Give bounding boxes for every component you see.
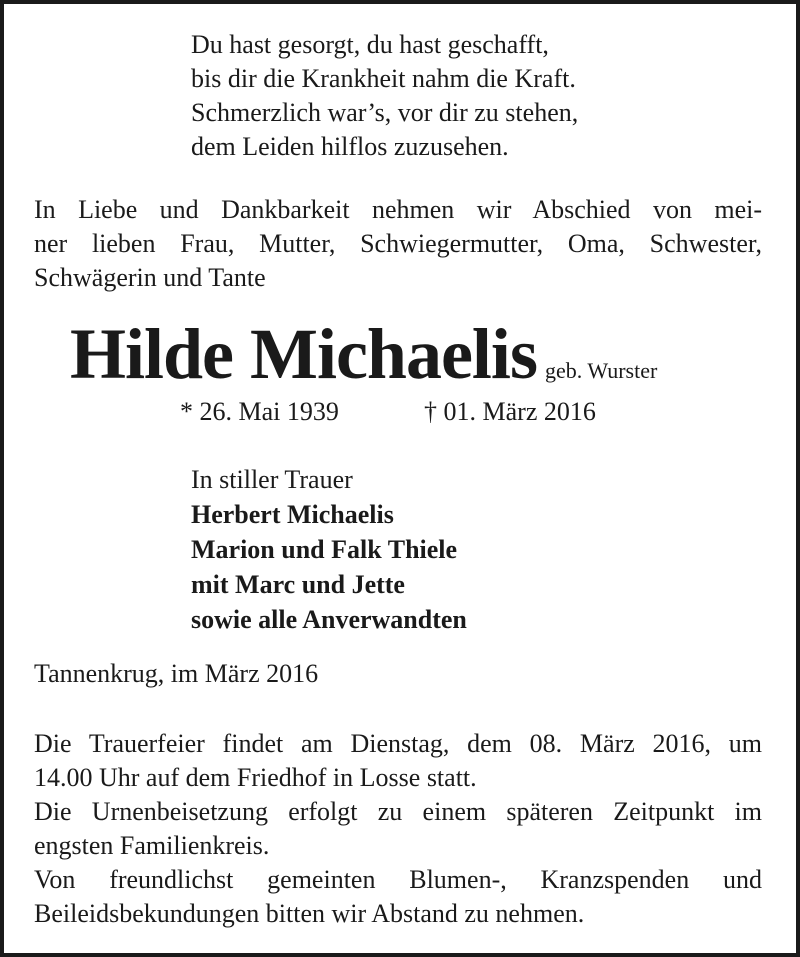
mourner-name: Herbert Michaelis	[191, 500, 394, 529]
poem-line: Du hast gesorgt, du hast geschafft,	[191, 30, 549, 59]
info-line: engsten Familienkreis.	[34, 831, 270, 860]
intro-text	[34, 193, 762, 295]
mourner-name: Marion und Falk Thiele	[191, 535, 458, 564]
info-line: Beileidsbekundungen bitten wir Abstand zu nehmen.	[34, 899, 585, 928]
place-date: Tannenkrug, im März 2016	[34, 659, 319, 688]
death-date: † 01. März 2016	[424, 397, 596, 426]
intro-line: Schwägerin und Tante	[34, 263, 266, 292]
poem	[191, 28, 578, 164]
info-line: Von freundlichst gemeinten Blumen-, Kranzspenden und	[34, 865, 762, 894]
mourner-name: sowie alle Anverwandten	[191, 605, 467, 634]
maiden-name: geb. Wurster	[544, 358, 658, 383]
deceased-name: Hilde Michaelis	[70, 314, 537, 394]
birth-date: * 26. Mai 1939	[180, 397, 339, 426]
intro-line: In Liebe und Dankbarkeit nehmen wir Abschied von mei-	[34, 195, 762, 224]
info-line: 14.00 Uhr auf dem Friedhof in Losse statt.	[34, 763, 477, 792]
funeral-info	[34, 727, 762, 931]
mourners-block	[191, 462, 467, 637]
info-line: Die Trauerfeier findet am Dienstag, dem 08. März 2016, um	[34, 729, 762, 758]
mourners-heading: In stiller Trauer	[191, 465, 353, 494]
info-line: Die Urnenbeisetzung erfolgt zu einem späteren Zeitpunkt im	[34, 797, 762, 826]
poem-line: bis dir die Krankheit nahm die Kraft.	[191, 64, 576, 93]
poem-line: Schmerzlich war’s, vor dir zu stehen,	[191, 98, 579, 127]
mourner-name: mit Marc und Jette	[191, 570, 405, 599]
deceased-name-row	[70, 314, 658, 394]
poem-line: dem Leiden hilflos zuzusehen.	[191, 132, 509, 161]
intro-line: ner lieben Frau, Mutter, Schwiegermutter, Oma, Schwester,	[34, 229, 762, 258]
